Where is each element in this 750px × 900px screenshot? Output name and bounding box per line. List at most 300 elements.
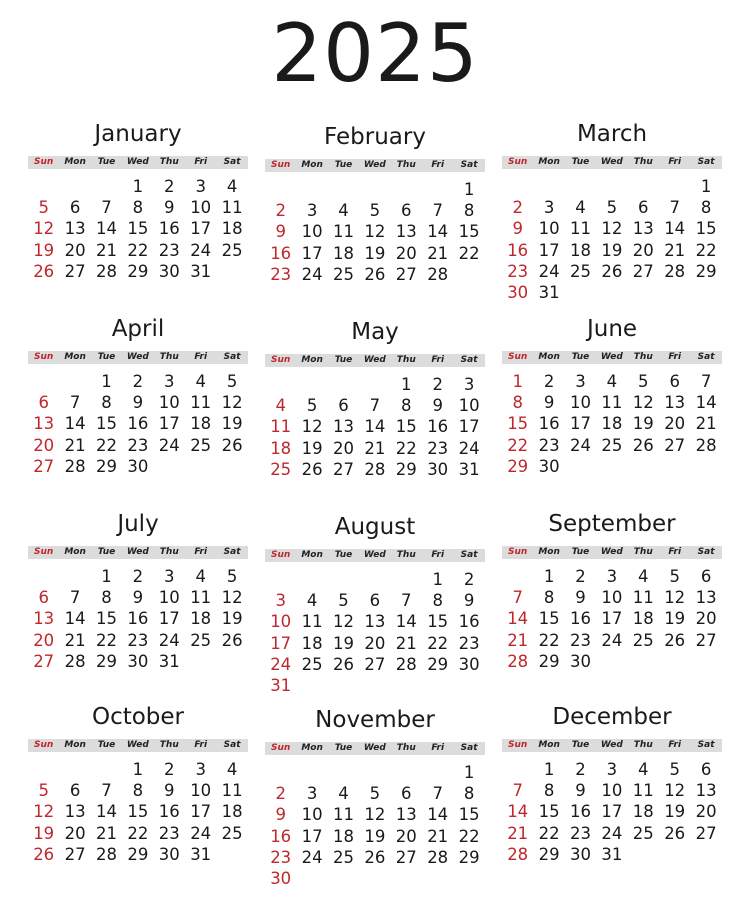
day-cell: 11 [270, 417, 292, 437]
day-cell: 20 [695, 802, 717, 822]
day-cell: 16 [270, 243, 292, 263]
day-cell: 28 [664, 261, 686, 281]
day-cell: 5 [38, 781, 49, 801]
weekday-label: Sat [697, 547, 715, 557]
weekday-label: Wed [363, 160, 386, 170]
weekday-label: Tue [571, 157, 590, 167]
weekday-label: Wed [126, 157, 149, 167]
day-cell: 21 [64, 435, 86, 455]
day-cell: 12 [332, 612, 354, 632]
day-cell: 4 [638, 567, 649, 586]
weekday-label: Sat [697, 740, 715, 750]
weekday-label: Mon [301, 550, 323, 560]
weekday-label: Sun [271, 550, 291, 560]
weekday-label: Sat [460, 355, 478, 365]
day-cell: 11 [301, 612, 323, 632]
weekday-label: Fri [194, 157, 208, 167]
day-cell: 24 [301, 847, 323, 867]
day-cell: 7 [69, 393, 81, 413]
day-cell: 12 [221, 393, 243, 413]
day-cell: 19 [364, 243, 386, 263]
day-cell: 19 [332, 633, 354, 653]
day-cell: 3 [606, 760, 618, 779]
weekday-label: Sun [271, 160, 291, 170]
weekday-header [265, 742, 485, 755]
month-name: January [94, 121, 182, 147]
day-cell: 2 [164, 760, 175, 779]
day-cell: 6 [401, 784, 412, 804]
day-cell: 5 [669, 760, 680, 779]
day-cell: 26 [332, 654, 354, 674]
day-cell: 26 [632, 435, 654, 455]
day-cell: 11 [632, 781, 654, 801]
day-cell: 11 [221, 781, 243, 801]
day-cell: 2 [463, 570, 475, 589]
day-cell: 3 [164, 372, 175, 391]
month-name: August [334, 514, 416, 540]
day-cell: 15 [507, 414, 529, 434]
day-cell: 9 [432, 396, 443, 416]
weekday-label: Sun [271, 743, 291, 753]
day-cell: 30 [127, 456, 149, 476]
weekday-label: Fri [194, 547, 208, 557]
day-cell: 27 [695, 823, 717, 843]
day-cell: 23 [569, 823, 591, 843]
day-cell: 22 [95, 435, 117, 455]
day-cell: 14 [64, 414, 86, 434]
weekday-header [265, 549, 485, 562]
day-cell: 1 [463, 763, 475, 782]
day-cell: 21 [664, 240, 686, 260]
weekday-label: Sat [223, 740, 241, 750]
day-cell: 20 [364, 633, 386, 653]
day-cell: 19 [221, 609, 243, 629]
day-cell: 31 [270, 676, 292, 695]
day-cell: 13 [395, 805, 417, 825]
day-cell: 13 [33, 609, 55, 629]
day-cell: 30 [538, 456, 560, 476]
weekday-header [502, 739, 722, 752]
day-cell: 26 [33, 261, 55, 281]
weekday-label: Tue [334, 743, 353, 753]
day-cell: 17 [158, 414, 180, 434]
day-cell: 11 [190, 393, 212, 413]
day-cell: 17 [301, 243, 323, 263]
day-cell: 25 [632, 630, 654, 650]
day-cell: 23 [569, 630, 591, 650]
day-cell: 2 [132, 567, 144, 586]
day-cell: 16 [427, 417, 449, 437]
day-cell: 11 [221, 198, 243, 218]
weekday-label: Sat [223, 352, 241, 362]
day-cell: 29 [95, 456, 117, 476]
weekday-label: Thu [633, 352, 653, 362]
weekday-header [28, 156, 248, 169]
weekday-label: Mon [64, 547, 86, 557]
day-cell: 4 [226, 760, 238, 779]
day-cell: 22 [538, 630, 560, 650]
weekday-label: Thu [633, 740, 653, 750]
day-cell: 17 [569, 414, 591, 434]
day-cell: 29 [507, 456, 529, 476]
weekday-label: Wed [126, 352, 149, 362]
day-cell: 30 [158, 261, 180, 281]
weekday-label: Fri [194, 352, 208, 362]
day-cell: 11 [569, 219, 591, 239]
day-cell: 16 [507, 240, 529, 260]
weekday-label: Wed [363, 550, 386, 560]
day-cell: 7 [432, 201, 443, 221]
day-cell: 18 [601, 414, 623, 434]
year-title: 2025 [271, 7, 479, 100]
day-cell: 13 [632, 219, 654, 239]
day-cell: 8 [132, 781, 144, 801]
day-cell: 19 [364, 826, 386, 846]
day-cell: 6 [669, 372, 680, 391]
day-cell: 1 [700, 177, 712, 196]
day-cell: 25 [332, 264, 354, 284]
day-cell: 15 [127, 219, 149, 239]
day-cell: 26 [33, 844, 55, 864]
day-cell: 18 [190, 609, 212, 629]
day-cell: 3 [195, 177, 206, 196]
day-cell: 9 [512, 219, 523, 239]
day-cell: 25 [270, 459, 292, 479]
month-name: March [576, 121, 648, 147]
day-cell: 22 [127, 240, 149, 260]
day-cell: 10 [158, 588, 180, 608]
day-cell: 1 [543, 567, 555, 586]
weekday-label: Sun [508, 740, 528, 750]
day-cell: 27 [64, 261, 86, 281]
day-cell: 31 [458, 459, 480, 479]
day-cell: 22 [395, 438, 417, 458]
day-cell: 21 [364, 438, 386, 458]
day-cell: 23 [507, 261, 529, 281]
day-cell: 19 [664, 609, 686, 629]
weekday-label: Sat [697, 157, 715, 167]
weekday-label: Sun [34, 352, 54, 362]
day-cell: 29 [95, 651, 117, 671]
day-cell: 24 [190, 240, 212, 260]
day-cell: 26 [364, 847, 386, 867]
day-cell: 12 [664, 781, 686, 801]
day-cell: 10 [158, 393, 180, 413]
day-cell: 2 [132, 372, 144, 391]
day-cell: 21 [395, 633, 417, 653]
day-cell: 25 [301, 654, 323, 674]
day-cell: 6 [638, 198, 649, 218]
day-cell: 23 [538, 435, 560, 455]
day-cell: 27 [395, 847, 417, 867]
weekday-label: Sat [697, 352, 715, 362]
day-cell: 25 [221, 823, 243, 843]
day-cell: 4 [226, 177, 238, 196]
day-cell: 24 [569, 435, 591, 455]
day-cell: 7 [101, 781, 112, 801]
day-cell: 24 [158, 435, 180, 455]
day-cell: 6 [700, 567, 712, 586]
month-name: February [324, 124, 426, 150]
day-cell: 25 [221, 240, 243, 260]
day-cell: 1 [432, 570, 443, 589]
weekday-label: Tue [97, 352, 116, 362]
day-cell: 11 [632, 588, 654, 608]
day-cell: 26 [664, 630, 686, 650]
day-cell: 22 [458, 243, 480, 263]
weekday-label: Fri [431, 743, 445, 753]
day-cell: 17 [270, 633, 292, 653]
weekday-label: Fri [194, 740, 208, 750]
day-cell: 29 [427, 654, 449, 674]
day-cell: 23 [458, 633, 480, 653]
day-cell: 27 [33, 651, 55, 671]
day-cell: 21 [695, 414, 717, 434]
day-cell: 22 [427, 633, 449, 653]
day-cell: 26 [664, 823, 686, 843]
weekday-label: Mon [301, 160, 323, 170]
weekday-label: Wed [600, 740, 623, 750]
day-cell: 26 [301, 459, 323, 479]
day-cell: 12 [33, 802, 55, 822]
day-cell: 28 [695, 435, 717, 455]
day-cell: 18 [332, 243, 354, 263]
day-cell: 20 [33, 630, 55, 650]
day-cell: 13 [695, 781, 717, 801]
day-cell: 10 [569, 393, 591, 413]
day-cell: 3 [543, 198, 555, 218]
day-cell: 8 [101, 393, 112, 413]
day-cell: 4 [275, 396, 286, 416]
day-cell: 17 [158, 609, 180, 629]
day-cell: 6 [69, 198, 81, 218]
day-cell: 22 [127, 823, 149, 843]
day-cell: 16 [538, 414, 560, 434]
day-cell: 7 [512, 588, 523, 608]
day-cell: 2 [543, 372, 555, 391]
day-cell: 26 [601, 261, 623, 281]
day-cell: 18 [632, 802, 654, 822]
day-cell: 27 [395, 264, 417, 284]
day-cell: 8 [543, 781, 555, 801]
weekday-header [265, 159, 485, 172]
day-cell: 30 [458, 654, 480, 674]
day-cell: 16 [270, 826, 292, 846]
day-cell: 8 [101, 588, 112, 608]
day-cell: 28 [427, 847, 449, 867]
weekday-label: Tue [97, 157, 116, 167]
day-cell: 4 [638, 760, 649, 779]
day-cell: 30 [427, 459, 449, 479]
day-cell: 30 [569, 844, 591, 864]
day-cell: 4 [338, 201, 349, 221]
day-cell: 30 [270, 869, 292, 888]
day-cell: 14 [364, 417, 386, 437]
day-cell: 14 [507, 609, 529, 629]
day-cell: 1 [543, 760, 555, 779]
day-cell: 1 [101, 372, 112, 391]
day-cell: 16 [569, 802, 591, 822]
day-cell: 27 [695, 630, 717, 650]
weekday-label: Mon [301, 355, 323, 365]
day-cell: 14 [427, 222, 449, 242]
day-cell: 16 [127, 414, 149, 434]
weekday-label: Sun [508, 547, 528, 557]
day-cell: 19 [301, 438, 323, 458]
day-cell: 8 [700, 198, 712, 218]
day-cell: 13 [364, 612, 386, 632]
day-cell: 8 [401, 396, 412, 416]
day-cell: 16 [127, 609, 149, 629]
day-cell: 24 [601, 823, 623, 843]
weekday-label: Sat [460, 550, 478, 560]
day-cell: 20 [332, 438, 354, 458]
day-cell: 28 [427, 264, 449, 284]
day-cell: 28 [64, 651, 86, 671]
day-cell: 28 [95, 844, 117, 864]
day-cell: 25 [332, 847, 354, 867]
weekday-label: Sun [34, 157, 54, 167]
day-cell: 22 [458, 826, 480, 846]
weekday-label: Mon [538, 740, 560, 750]
day-cell: 19 [601, 240, 623, 260]
day-cell: 5 [306, 396, 318, 416]
day-cell: 9 [575, 781, 586, 801]
day-cell: 18 [221, 802, 243, 822]
day-cell: 12 [364, 222, 386, 242]
weekday-label: Fri [668, 740, 682, 750]
weekday-label: Fri [668, 352, 682, 362]
day-cell: 27 [664, 435, 686, 455]
day-cell: 20 [64, 240, 86, 260]
day-cell: 9 [463, 591, 475, 611]
day-cell: 15 [95, 414, 117, 434]
day-cell: 3 [195, 760, 206, 779]
day-cell: 9 [543, 393, 555, 413]
day-cell: 15 [127, 802, 149, 822]
day-cell: 19 [33, 240, 55, 260]
day-cell: 29 [538, 651, 560, 671]
day-cell: 9 [575, 588, 586, 608]
day-cell: 20 [395, 243, 417, 263]
weekday-label: Sat [460, 743, 478, 753]
day-cell: 30 [569, 651, 591, 671]
day-cell: 4 [195, 567, 206, 586]
day-cell: 21 [64, 630, 86, 650]
day-cell: 7 [512, 781, 523, 801]
weekday-label: Mon [301, 743, 323, 753]
day-cell: 9 [132, 588, 144, 608]
day-cell: 1 [512, 372, 523, 391]
day-cell: 2 [575, 760, 586, 779]
weekday-header [502, 351, 722, 364]
day-cell: 6 [369, 591, 381, 611]
day-cell: 13 [64, 802, 86, 822]
day-cell: 16 [458, 612, 480, 632]
weekday-label: Thu [633, 157, 653, 167]
weekday-label: Thu [159, 740, 179, 750]
day-cell: 11 [332, 805, 354, 825]
day-cell: 20 [664, 414, 686, 434]
day-cell: 6 [69, 781, 81, 801]
weekday-header [28, 546, 248, 559]
day-cell: 20 [64, 823, 86, 843]
day-cell: 2 [512, 198, 523, 218]
day-cell: 1 [463, 180, 475, 199]
day-cell: 19 [632, 414, 654, 434]
day-cell: 5 [226, 567, 238, 586]
day-cell: 10 [538, 219, 560, 239]
day-cell: 11 [190, 588, 212, 608]
day-cell: 22 [507, 435, 529, 455]
day-cell: 26 [364, 264, 386, 284]
day-cell: 4 [338, 784, 349, 804]
day-cell: 14 [664, 219, 686, 239]
day-cell: 23 [158, 823, 180, 843]
day-cell: 30 [507, 283, 529, 302]
weekday-label: Sat [223, 157, 241, 167]
day-cell: 16 [158, 802, 180, 822]
day-cell: 15 [427, 612, 449, 632]
day-cell: 31 [158, 651, 180, 671]
day-cell: 27 [364, 654, 386, 674]
day-cell: 10 [190, 198, 212, 218]
day-cell: 1 [132, 760, 144, 779]
day-cell: 3 [275, 591, 286, 611]
day-cell: 27 [332, 459, 354, 479]
day-cell: 29 [127, 844, 149, 864]
weekday-label: Sun [34, 547, 54, 557]
weekday-label: Mon [538, 547, 560, 557]
day-cell: 28 [507, 844, 529, 864]
day-cell: 10 [270, 612, 292, 632]
month-name: September [548, 511, 676, 537]
day-cell: 13 [395, 222, 417, 242]
day-cell: 14 [95, 802, 117, 822]
weekday-label: Thu [159, 352, 179, 362]
day-cell: 25 [601, 435, 623, 455]
day-cell: 7 [432, 784, 443, 804]
day-cell: 17 [301, 826, 323, 846]
day-cell: 7 [700, 372, 712, 391]
day-cell: 31 [601, 844, 623, 864]
day-cell: 16 [158, 219, 180, 239]
day-cell: 28 [395, 654, 417, 674]
day-cell: 29 [538, 844, 560, 864]
day-cell: 13 [332, 417, 354, 437]
day-cell: 28 [95, 261, 117, 281]
day-cell: 9 [275, 805, 286, 825]
day-cell: 3 [164, 567, 175, 586]
weekday-label: Mon [538, 157, 560, 167]
day-cell: 22 [695, 240, 717, 260]
day-cell: 9 [164, 781, 175, 801]
day-cell: 5 [638, 372, 649, 391]
day-cell: 29 [458, 847, 480, 867]
day-cell: 12 [364, 805, 386, 825]
day-cell: 18 [270, 438, 292, 458]
weekday-header [265, 354, 485, 367]
day-cell: 12 [33, 219, 55, 239]
day-cell: 31 [190, 844, 212, 864]
day-cell: 10 [601, 781, 623, 801]
day-cell: 30 [127, 651, 149, 671]
day-cell: 8 [463, 784, 475, 804]
day-cell: 3 [606, 567, 618, 586]
weekday-label: Sun [508, 157, 528, 167]
day-cell: 21 [427, 826, 449, 846]
day-cell: 1 [401, 375, 412, 394]
